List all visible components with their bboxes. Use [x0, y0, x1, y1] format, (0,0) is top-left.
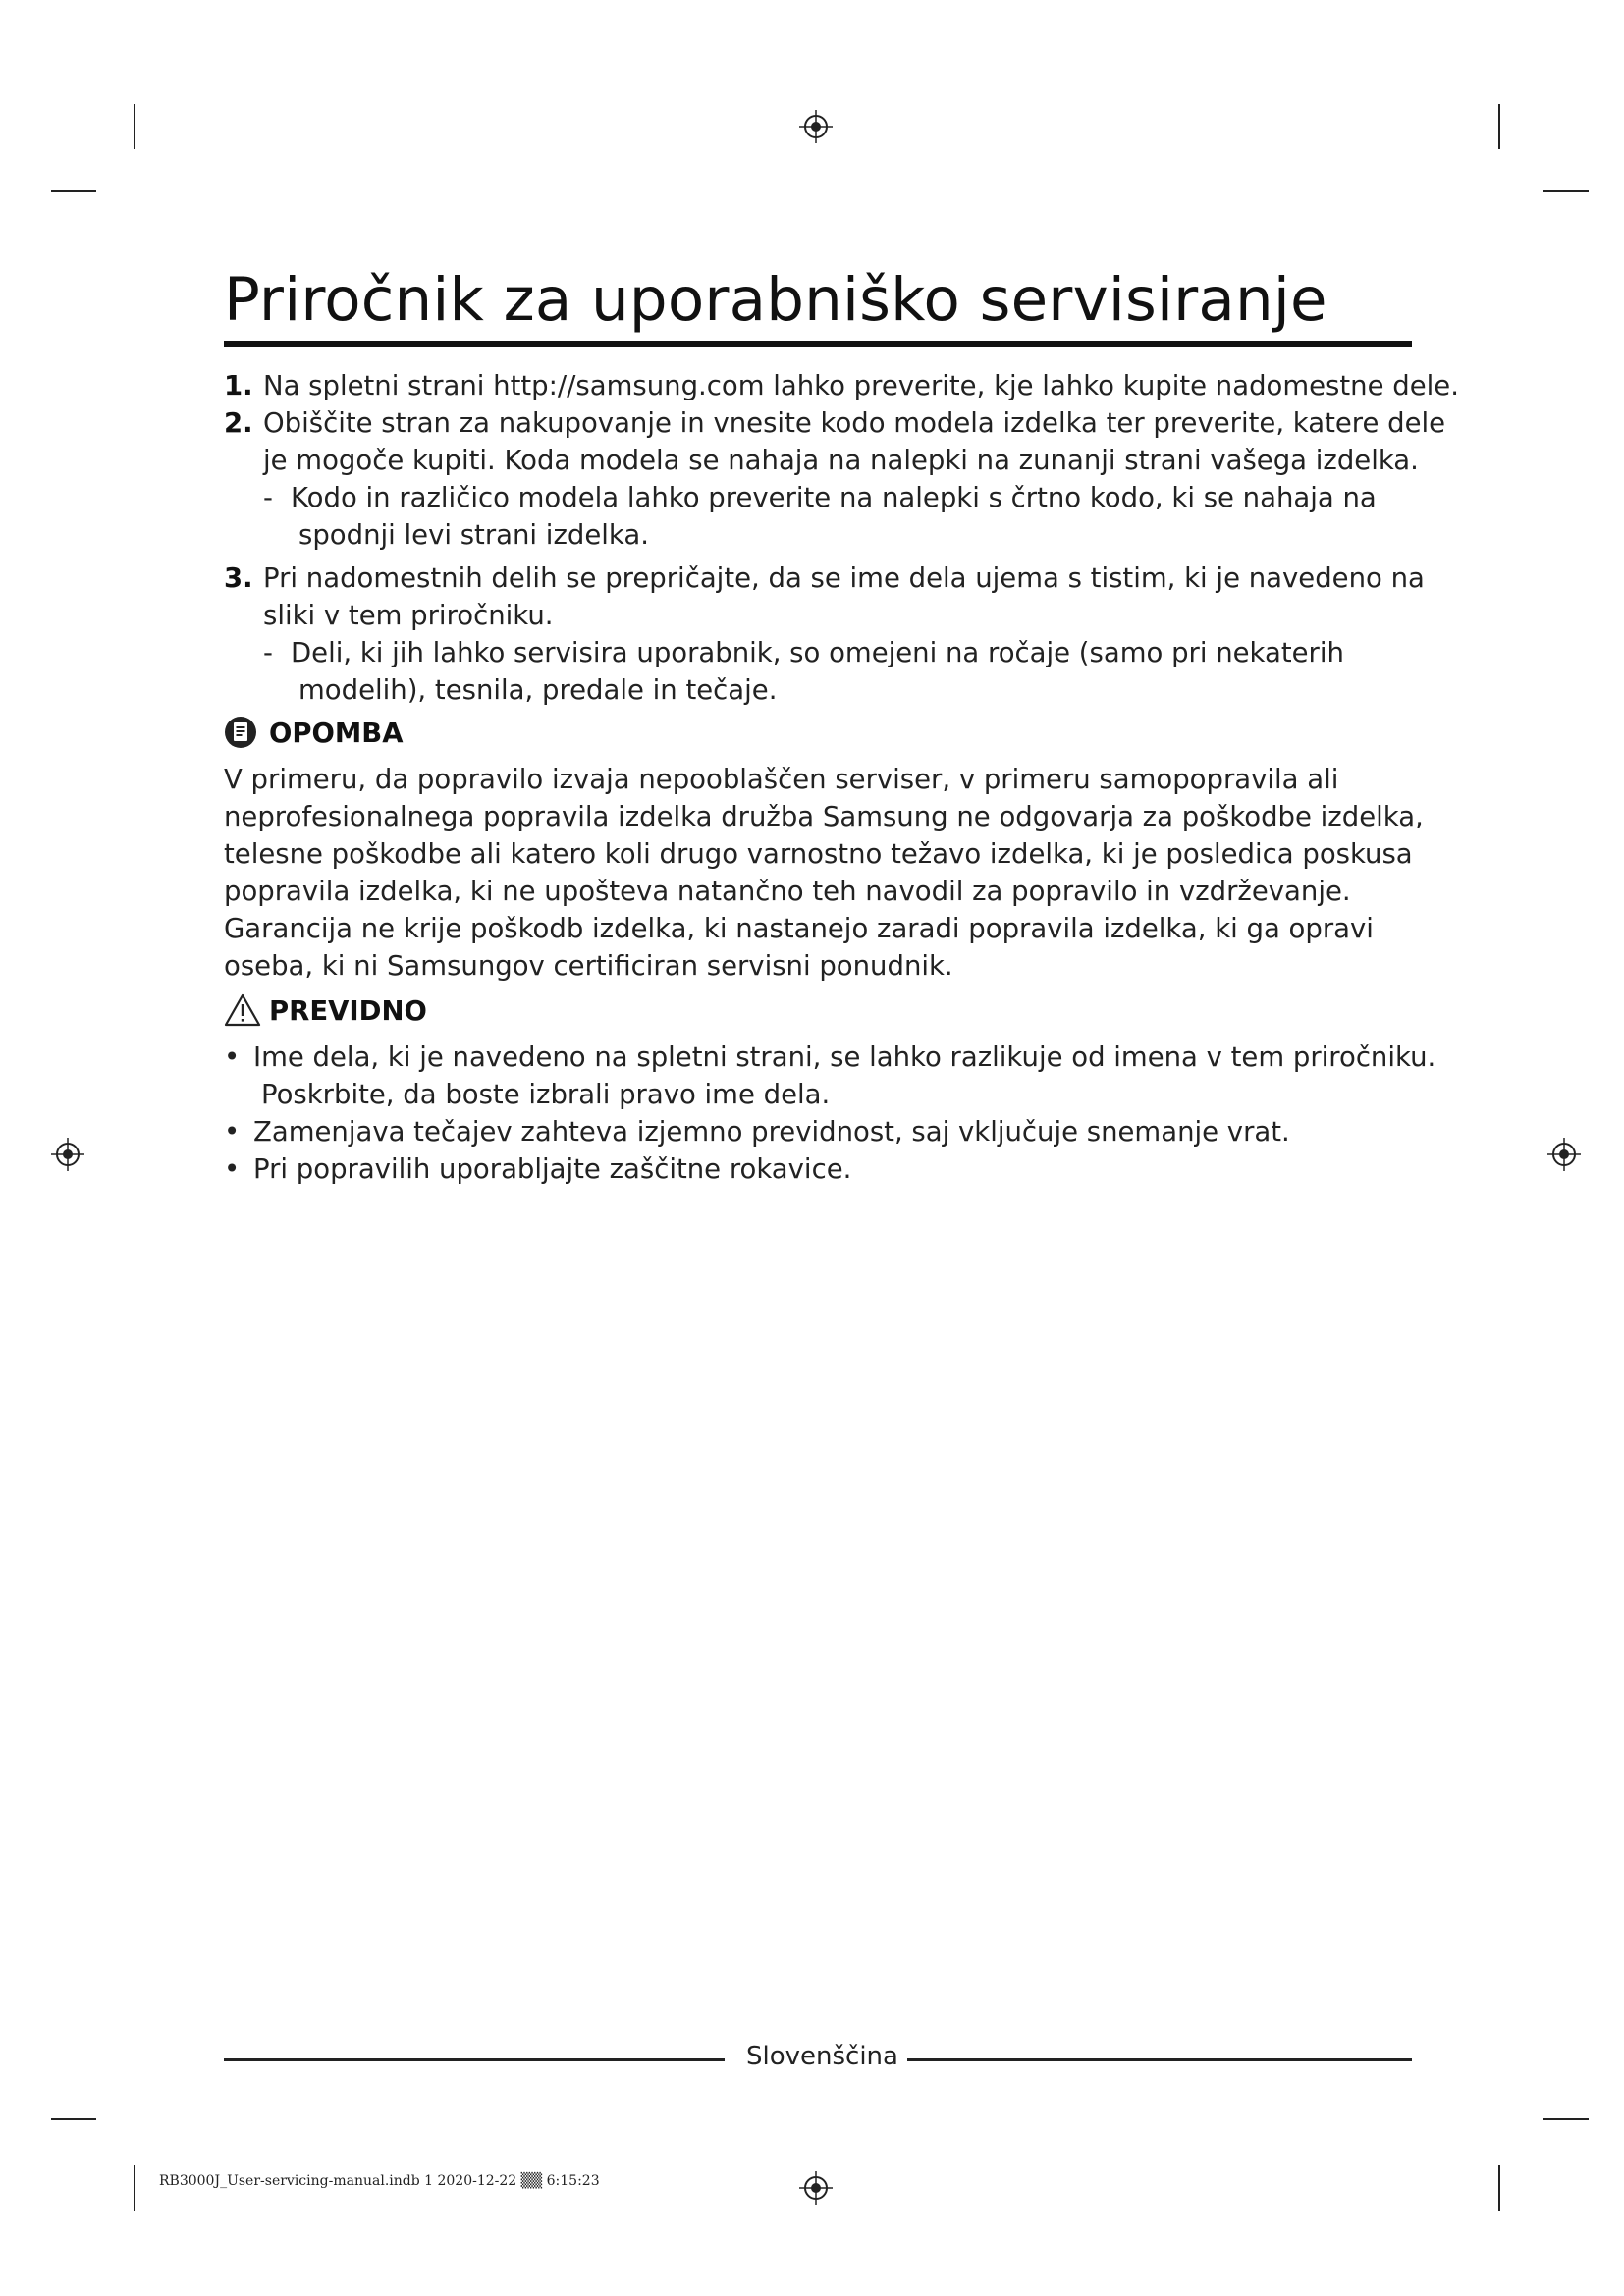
registration-mark-top-icon: [799, 110, 833, 143]
crop-mark-top-right-horizontal: [1543, 190, 1589, 192]
crop-mark-bottom-right-vertical: [1498, 2165, 1500, 2211]
caution-text-line: Pri popravilih uporabljajte zaščitne rokavice.: [253, 1153, 852, 1185]
footer-language: Slovenščina: [746, 2042, 898, 2071]
footer-rule-left: [224, 2058, 725, 2061]
crop-mark-bottom-right-horizontal: [1543, 2118, 1589, 2120]
page-title: Priročnik za uporabniško servisiranje: [224, 265, 1327, 335]
registration-mark-bottom-icon: [799, 2171, 833, 2205]
note-text-line: Garancija ne krije poškodb izdelka, ki nastanejo zaradi popravila izdelka, ki ga opravi: [224, 913, 1374, 944]
caution-text-line: Ime dela, ki je navedeno na spletni strani, se lahko razlikuje od imena v tem priročniku.: [253, 1041, 1436, 1073]
sub-item-text-line: Deli, ki jih lahko servisira uporabnik, so omejeni na ročaje (samo pri nekaterih: [291, 637, 1344, 668]
step-text-line: Na spletni strani http://samsung.com lahko preverite, kje lahko kupite nadomestne dele.: [263, 370, 1459, 401]
title-underline: [224, 341, 1412, 347]
caution-text-line: Poskrbite, da boste izbrali pravo ime dela.: [261, 1079, 831, 1110]
note-text-line: neprofesionalnega popravila izdelka družba Samsung ne odgovarja za poškodbe izdelka,: [224, 801, 1424, 832]
sub-item-text-line: modelih), tesnila, predale in tečaje.: [298, 674, 778, 706]
registration-mark-left-icon: [51, 1138, 84, 1171]
sub-item-text-line: spodnji levi strani izdelka.: [298, 519, 649, 551]
step-number: 1.: [224, 370, 253, 401]
registration-mark-right-icon: [1547, 1138, 1581, 1171]
sub-item-dash: -: [263, 482, 273, 513]
note-document-icon: [224, 716, 257, 749]
sub-item-text-line: Kodo in različico modela lahko preverite na nalepki s črtno kodo, ki se nahaja na: [291, 482, 1377, 513]
warning-triangle-icon: [224, 993, 261, 1027]
step-number: 3.: [224, 562, 253, 594]
note-text-line: oseba, ki ni Samsungov certificiran servisni ponudnik.: [224, 950, 953, 982]
crop-mark-bottom-left-horizontal: [51, 2118, 96, 2120]
step-text-line: Pri nadomestnih delih se prepričajte, da se ime dela ujema s tistim, ki je navedeno na: [263, 562, 1425, 594]
print-slug: RB3000J_User-servicing-manual.indb 1 2020-12-22 ▒▒ 6:15:23: [159, 2173, 600, 2189]
crop-mark-bottom-left-vertical: [134, 2165, 135, 2211]
caution-text-line: Zamenjava tečajev zahteva izjemno previdnost, saj vključuje snemanje vrat.: [253, 1116, 1290, 1148]
bullet-marker: •: [224, 1153, 241, 1185]
note-text-line: popravila izdelka, ki ne upošteva natančno teh navodil za popravilo in vzdrževanje.: [224, 876, 1351, 907]
sub-item-dash: -: [263, 637, 273, 668]
footer-rule-right: [907, 2058, 1412, 2061]
bullet-marker: •: [224, 1116, 241, 1148]
note-text-line: telesne poškodbe ali katero koli drugo varnostno težavo izdelka, ki je posledica poskusa: [224, 838, 1413, 870]
crop-mark-top-right-vertical: [1498, 104, 1500, 149]
bullet-marker: •: [224, 1041, 241, 1073]
step-text-line: sliki v tem priročniku.: [263, 600, 554, 631]
caution-heading: PREVIDNO: [269, 995, 427, 1027]
crop-mark-top-left-vertical: [134, 104, 135, 149]
step-text-line: Obiščite stran za nakupovanje in vnesite kodo modela izdelka ter preverite, katere dele: [263, 407, 1446, 439]
note-heading: OPOMBA: [269, 718, 404, 749]
step-number: 2.: [224, 407, 253, 439]
step-text-line: je mogoče kupiti. Koda modela se nahaja na nalepki na zunanji strani vašega izdelka.: [263, 445, 1419, 476]
crop-mark-top-left-horizontal: [51, 190, 96, 192]
note-text-line: V primeru, da popravilo izvaja nepooblaščen serviser, v primeru samopopravila ali: [224, 764, 1339, 795]
